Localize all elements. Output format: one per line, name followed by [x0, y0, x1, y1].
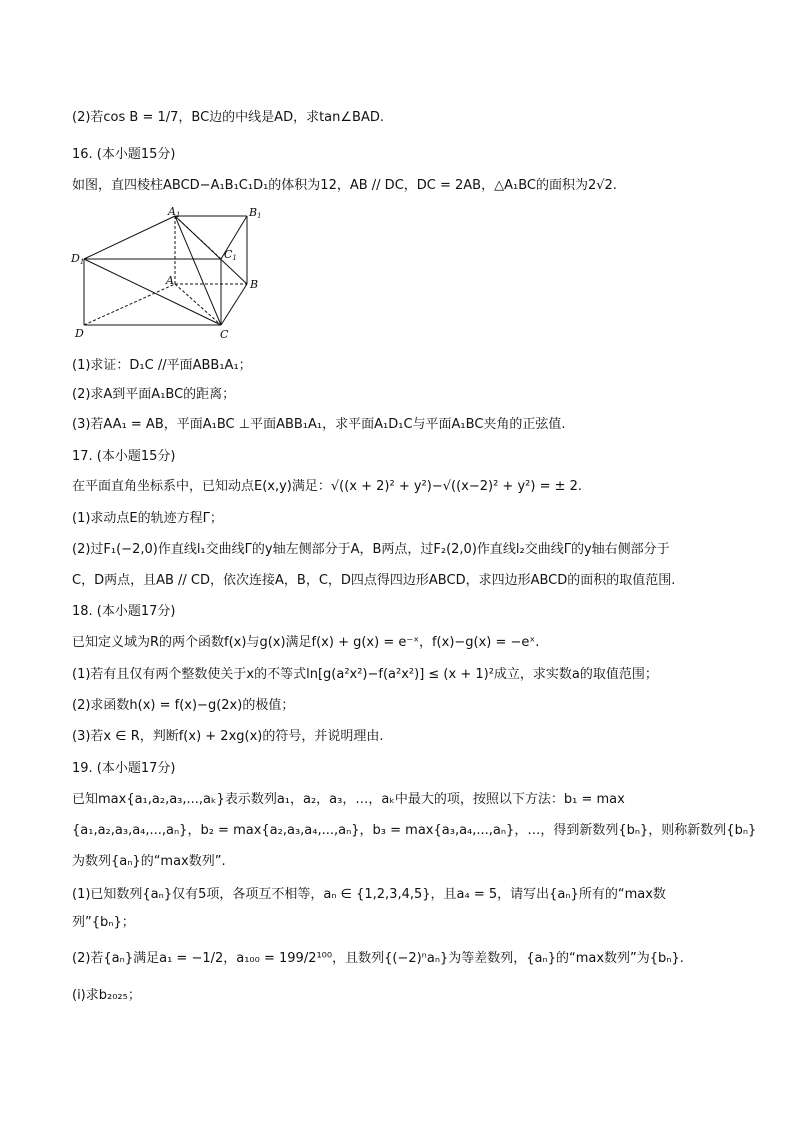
edge-D1-C: [84, 259, 221, 325]
text-line-l11: C，D两点，且AB // CD，依次连接A，B，C，D四点得四边形ABCD，求四边形ABCD的面积的取值范围.: [72, 573, 676, 588]
text-line-l3: 如图，直四棱柱ABCD−A₁B₁C₁D₁的体积为12，AB // DC，DC = 2AB，△A₁BC的面积为2√2.: [72, 178, 617, 193]
text-line-l15: (2)求函数h(x) = f(x)−g(2x)的极值；: [72, 698, 295, 713]
text-line-l18: 已知max{a₁,a₂,a₃,...,aₖ}表示数列a₁，a₂，a₃，…，aₖ中最大的项，按照以下方法：b₁ = max: [72, 792, 625, 807]
hidden-edge-A-C: [175, 284, 221, 325]
text-line-l4: (1)求证：D₁C //平面ABB₁A₁；: [72, 358, 252, 373]
text-line-l8: 在平面直角坐标系中，已知动点E(x,y)满足：√((x + 2)² + y²)−√((x−2)² + y²) = ± 2.: [72, 479, 583, 494]
label-B1: B1: [249, 206, 262, 220]
hidden-edge-D-A: [84, 284, 175, 325]
text-line-l17: 19. (本小题17分): [72, 761, 176, 776]
text-line-l14: (1)若有且仅有两个整数使关于x的不等式ln[g(a²x²)−f(a²x²)] ≤ (x + 1)²成立，求实数a的取值范围；: [72, 667, 658, 682]
text-line-l22: 列”{bₙ}；: [72, 915, 135, 930]
edge-D1-A1: [84, 216, 175, 259]
label-D: D: [75, 327, 84, 340]
text-line-l2: 16. (本小题15分): [72, 147, 176, 162]
text-line-l10: (2)过F₁(−2,0)作直线l₁交曲线Γ的y轴左侧部分于A，B两点，过F₂(2,0)作直线l₂交曲线Γ的y轴右侧部分于: [72, 542, 670, 557]
edge-C-B: [221, 284, 247, 325]
text-line-l16: (3)若x ∈ R，判断f(x) + 2xg(x)的符号，并说明理由.: [72, 729, 384, 744]
label-A: A: [166, 274, 174, 287]
text-line-l23: (2)若{aₙ}满足a₁ = −1/2，a₁₀₀ = 199/2¹⁰⁰，且数列{(−2)ⁿaₙ}为等差数列，{aₙ}的“max数列”为{bₙ}.: [72, 951, 684, 966]
edge-A1-C: [175, 216, 221, 325]
text-line-l6: (3)若AA₁ = AB，平面A₁BC ⊥平面ABB₁A₁，求平面A₁D₁C与平面A₁BC夹角的正弦值.: [72, 417, 566, 432]
label-D1: D1: [71, 252, 85, 266]
text-line-l1: (2)若cos B = 1/7，BC边的中线是AD，求tan∠BAD.: [72, 110, 385, 125]
edge-A1-B: [175, 216, 247, 284]
text-line-l13: 已知定义域为R的两个函数f(x)与g(x)满足f(x) + g(x) = e⁻ˣ，f(x)−g(x) = −eˣ.: [72, 635, 540, 650]
text-line-l24: (ⅰ)求b₂₀₂₅；: [72, 988, 141, 1003]
prism-figure: [70, 204, 270, 344]
label-C1: C1: [224, 248, 237, 262]
label-A1: A1: [168, 205, 181, 219]
text-line-l19: {a₁,a₂,a₃,a₄,...,aₙ}，b₂ = max{a₂,a₃,a₄,...,aₙ}，b₃ = max{a₃,a₄,...,aₙ}，…，得到新数列{bₙ}，则称新数列{bₙ}: [72, 823, 757, 838]
text-line-l21: (1)已知数列{aₙ}仅有5项，各项互不相等，aₙ ∈ {1,2,3,4,5}，且a₄ = 5，请写出{aₙ}所有的“max数: [72, 887, 666, 902]
text-line-l5: (2)求A到平面A₁BC的距离；: [72, 387, 236, 402]
label-C: C: [220, 328, 229, 341]
label-B: B: [250, 278, 259, 291]
text-line-l9: (1)求动点E的轨迹方程Γ；: [72, 511, 223, 526]
text-line-l12: 18. (本小题17分): [72, 604, 176, 619]
text-line-l20: 为数列{aₙ}的“max数列”.: [72, 854, 226, 869]
text-line-l7: 17. (本小题15分): [72, 449, 176, 464]
